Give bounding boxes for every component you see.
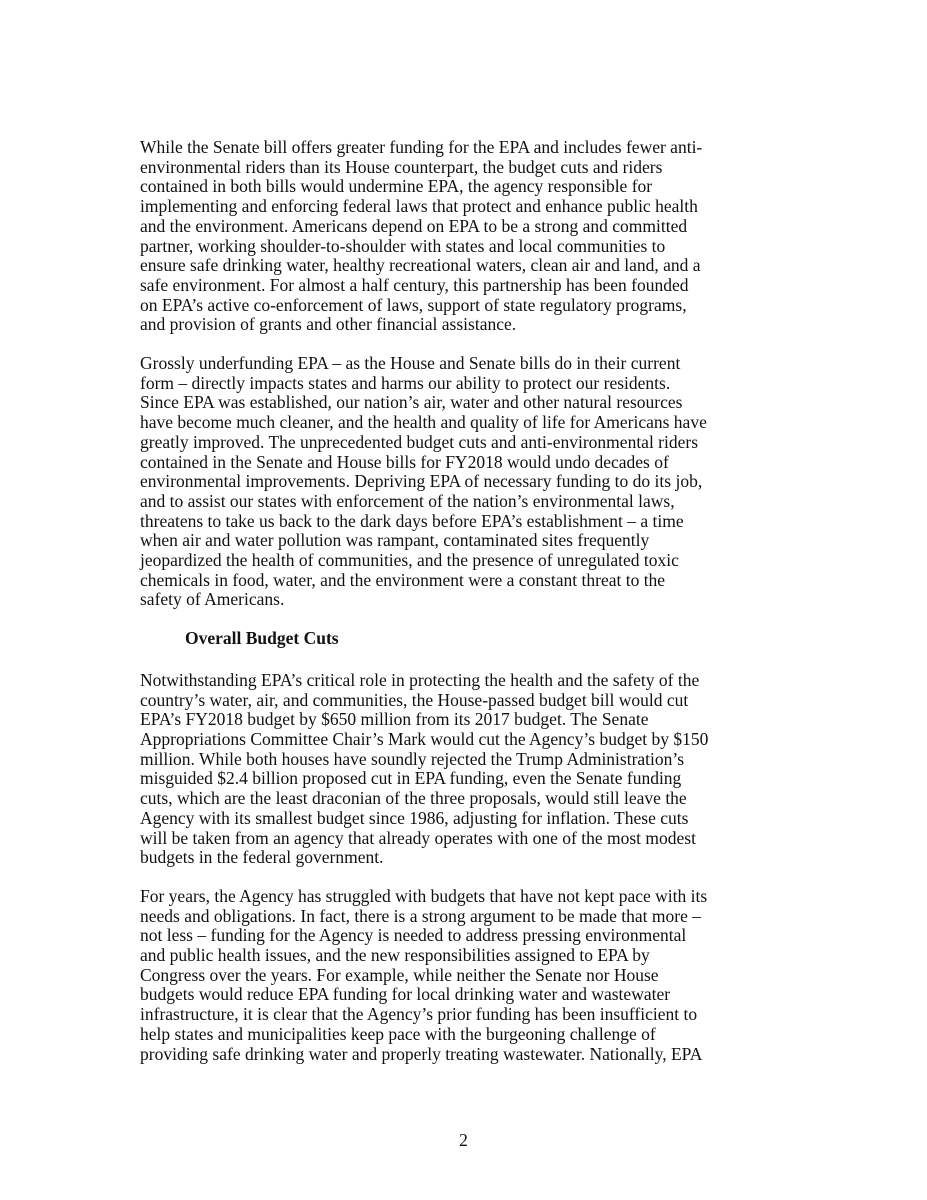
text-line: have become much cleaner, and the health and quality of life for Americans have: [140, 412, 707, 433]
text-line: when air and water pollution was rampant, contaminated sites frequently: [140, 530, 650, 551]
text-line: safety of Americans.: [140, 589, 285, 610]
text-line: Appropriations Committee Chair’s Mark would cut the Agency’s budget by $150: [140, 728, 709, 749]
text-line: chemicals in food, water, and the environment were a constant threat to the: [140, 569, 666, 590]
text-line: Since EPA was established, our nation’s air, water and other natural resources: [140, 392, 683, 413]
text-line: misguided $2.4 billion proposed cut in EPA funding, even the Senate funding: [140, 768, 682, 789]
paragraph: [140, 887, 820, 1064]
text-line: and the environment. Americans depend on EPA to be a strong and committed: [140, 215, 688, 236]
text-line: EPA’s FY2018 budget by $650 million from its 2017 budget. The Senate: [140, 709, 649, 730]
text-line: help states and municipalities keep pace with the burgeoning challenge of: [140, 1023, 656, 1044]
text-line: environmental riders than its House counterpart, the budget cuts and riders: [140, 156, 663, 177]
text-line: safe environment. For almost a half century, this partnership has been founded: [140, 274, 689, 295]
text-line: Agency with its smallest budget since 1986, adjusting for inflation. These cuts: [140, 807, 689, 828]
text-line: and to assist our states with enforcement of the nation’s environmental laws,: [140, 490, 675, 511]
body-text-before-heading: [140, 138, 820, 610]
paragraph: [140, 138, 820, 335]
text-line: partner, working shoulder-to-shoulder with states and local communities to: [140, 235, 666, 256]
text-line: form – directly impacts states and harms our ability to protect our residents.: [140, 372, 671, 393]
text-line: will be taken from an agency that already operates with one of the most modest: [140, 827, 696, 848]
text-line: Notwithstanding EPA’s critical role in protecting the health and the safety of the: [140, 669, 700, 690]
text-line: ensure safe drinking water, healthy recreational waters, clean air and land, and a: [140, 255, 701, 276]
text-line: needs and obligations. In fact, there is a strong argument to be made that more –: [140, 905, 701, 926]
text-line: not less – funding for the Agency is needed to address pressing environmental: [140, 925, 687, 946]
text-line: implementing and enforcing federal laws that protect and enhance public health: [140, 196, 698, 217]
text-line: greatly improved. The unprecedented budget cuts and anti-environmental riders: [140, 431, 699, 452]
text-line: contained in both bills would undermine EPA, the agency responsible for: [140, 176, 653, 197]
paragraph: [140, 671, 820, 868]
text-line: Grossly underfunding EPA – as the House and Senate bills do in their current: [140, 353, 681, 374]
document-page: [140, 138, 820, 1083]
body-text-after-heading: [140, 671, 820, 1064]
text-line: jeopardized the health of communities, and the presence of unregulated toxic: [140, 550, 679, 571]
page-number: 2: [459, 1130, 468, 1150]
text-line: environmental improvements. Depriving EPA of necessary funding to do its job,: [140, 471, 703, 492]
paragraph: [140, 354, 820, 610]
text-line: contained in the Senate and House bills for FY2018 would undo decades of: [140, 451, 669, 472]
text-line: providing safe drinking water and properly treating wastewater. Nationally, EPA: [140, 1043, 703, 1064]
text-line: and public health issues, and the new responsibilities assigned to EPA by: [140, 945, 650, 966]
text-line: cuts, which are the least draconian of the three proposals, would still leave the: [140, 788, 687, 809]
section-heading: Overall Budget Cuts: [185, 628, 339, 649]
text-line: country’s water, air, and communities, the House-passed budget bill would cut: [140, 689, 689, 710]
text-line: budgets in the federal government.: [140, 847, 384, 868]
text-line: budgets would reduce EPA funding for local drinking water and wastewater: [140, 984, 671, 1005]
text-line: infrastructure, it is clear that the Agency’s prior funding has been insufficient to: [140, 1004, 698, 1025]
text-line: million. While both houses have soundly rejected the Trump Administration’s: [140, 748, 685, 769]
text-line: threatens to take us back to the dark days before EPA’s establishment – a time: [140, 510, 684, 531]
text-line: on EPA’s active co-enforcement of laws, support of state regulatory programs,: [140, 294, 687, 315]
text-line: Congress over the years. For example, while neither the Senate nor House: [140, 964, 659, 985]
text-line: While the Senate bill offers greater funding for the EPA and includes fewer anti-: [140, 137, 703, 157]
text-line: and provision of grants and other financial assistance.: [140, 314, 517, 335]
text-line: For years, the Agency has struggled with budgets that have not kept pace with its: [140, 885, 708, 906]
